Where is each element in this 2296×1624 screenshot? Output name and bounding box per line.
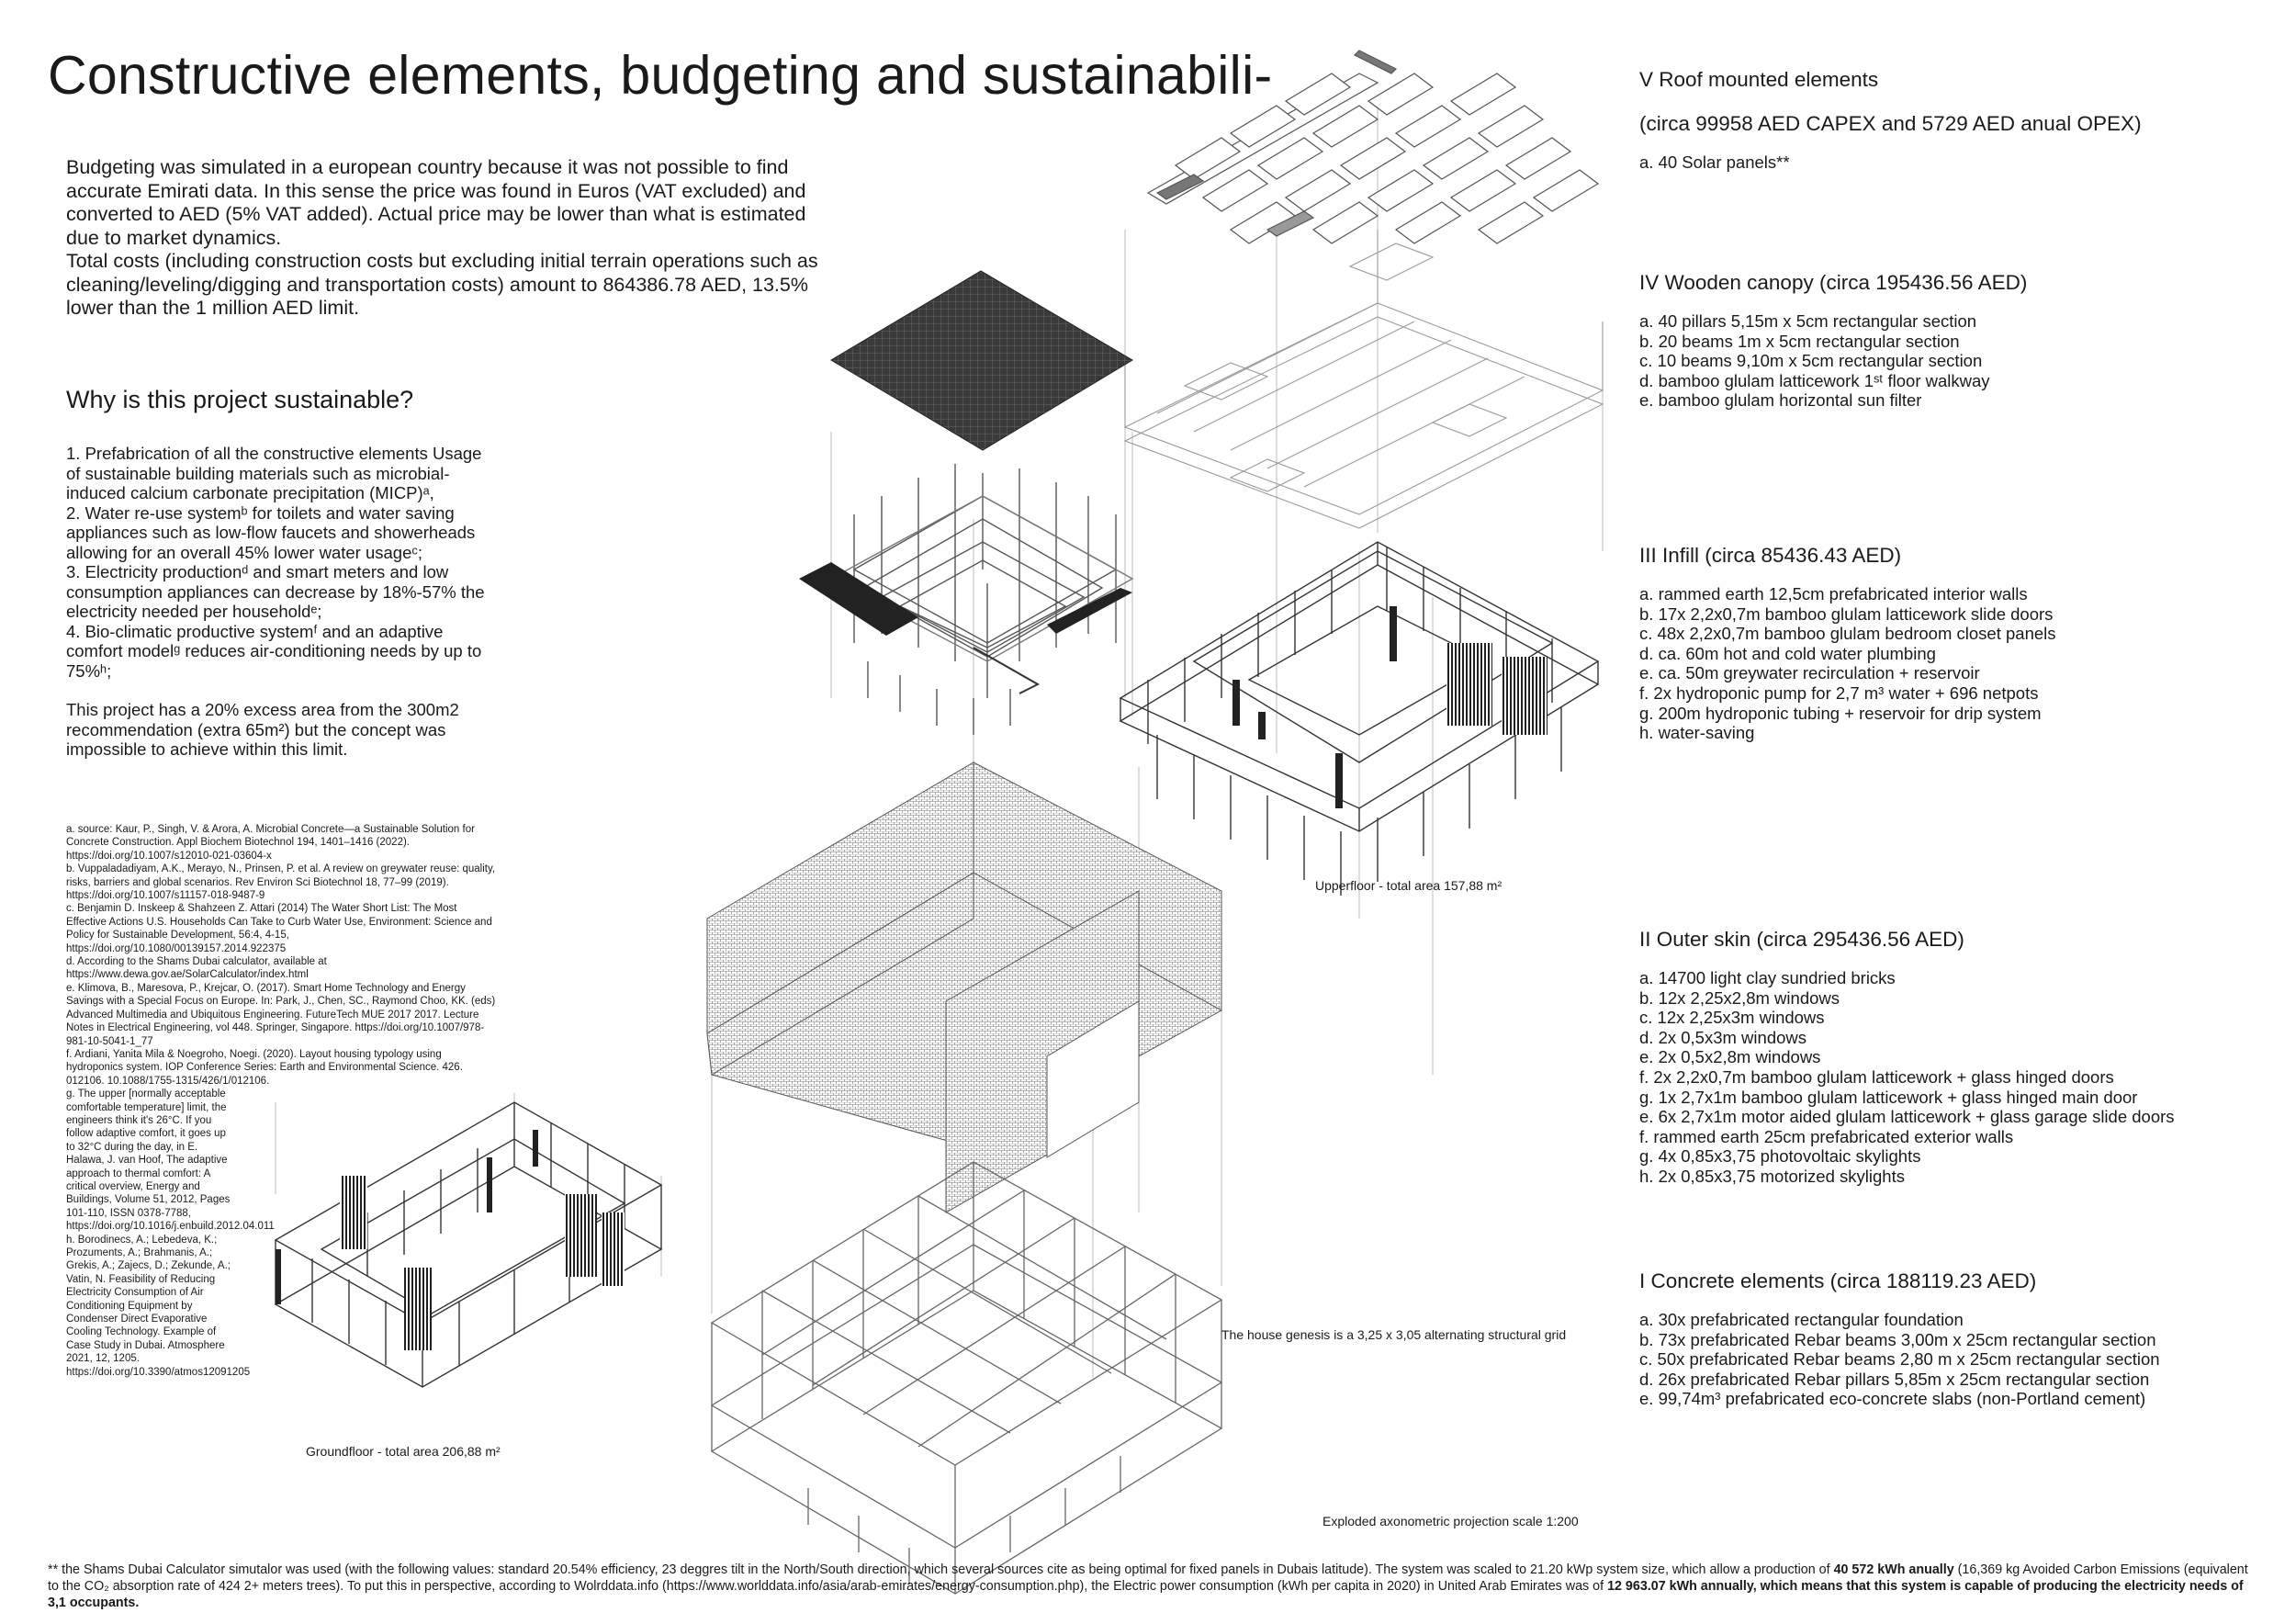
section-items — [1639, 584, 2264, 743]
section-heading: III Infill (circa 85436.43 AED) — [1639, 544, 1902, 567]
list-item: e. 6x 2,7x1m motor aided glulam latticework + glass garage slide doors — [1639, 1107, 2175, 1127]
sustainability-heading: Why is this project sustainable? — [66, 386, 414, 413]
footnote-bold-2: 12 963.07 kWh annually, which means that this system is capable of producing the electricity needs of 3,1 occupants. — [48, 1579, 2244, 1610]
upperfloor-caption: Upperfloor - total area 157,88 m² — [1315, 878, 1503, 893]
section-outer-skin — [1639, 928, 2264, 1187]
sustainability-item-4: 4. Bio-climatic productive systemᶠ and an adaptive comfort modelᵍ reduces air-conditioning needs by up to 75%ʰ; — [66, 621, 482, 681]
list-item: d. 26x prefabricated Rebar pillars 5,85m x 25cm rectangular section — [1639, 1369, 2150, 1389]
list-item: h. 2x 0,85x3,75 motorized skylights — [1639, 1166, 1905, 1186]
list-item: f. 2x 2,2x0,7m bamboo glulam latticework + glass hinged doors — [1639, 1066, 2114, 1087]
list-item: f. rammed earth 25cm prefabricated exterior walls — [1639, 1126, 2014, 1146]
area-note: This project has a 20% excess area from the 300m2 recommendation (extra 65m²) but the concept was impossible to achieve within this limit. — [66, 700, 459, 759]
sustainability-item-2: 2. Water re-use systemᵇ for toilets and water saving appliances such as low-flow faucets and showerheads allowing for an overall 45% lower water usageᶜ; — [66, 502, 476, 562]
section-heading: II Outer skin (circa 295436.56 AED) — [1639, 928, 1964, 951]
list-item: e. 99,74m³ prefabricated eco-concrete slabs (non-Portland cement) — [1639, 1389, 2146, 1409]
references-list — [66, 823, 498, 1379]
list-item: c. 50x prefabricated Rebar beams 2,80 m x 25cm rectangular section — [1639, 1349, 2160, 1370]
reference-item: g. The upper [normally acceptable comfortable temperature] limit, the engineers think it's 26°C. If you follow adaptive comfort, it goes up to 32°C during the day, in E. Halawa, J. van Hoof, The adaptive approach to thermal comfort: A critical overview, Energy and Buildings, Volume 51, 2012, Pages 101-110, ISSN 0378-7788, https://doi.org/10.1016/j.enbuild.2012.04.011 — [66, 1088, 275, 1233]
list-item: d. bamboo glulam latticework 1ˢᵗ floor walkway — [1639, 370, 1990, 390]
outer-skin-drawing — [707, 762, 1221, 1212]
intro-paragraph-2: Total costs (including construction costs but excluding initial terrain operations such as cleaning/leveling/digging and transportation costs) amount to 864386.78 AED, 13.5% lower than the 1 million AED limit. — [66, 250, 818, 319]
concrete-structure-drawing — [712, 1162, 1221, 1594]
reference-item: b. Vuppaladadiyam, A.K., Merayo, N., Prinsen, P. et al. A review on greywater reuse: quality, risks, barriers and global scenarios. Rev Environ Sci Biotechnol 18, 77–99 (2019). https://doi.org/10.1007/s11157-018-9487-9 — [66, 863, 496, 902]
list-item: d. 2x 0,5x3m windows — [1639, 1027, 1807, 1047]
list-item: a. 14700 light clay sundried bricks — [1639, 968, 1896, 987]
section-items — [1639, 1310, 2264, 1409]
section-items — [1639, 968, 2264, 1187]
grid-caption: The house genesis is a 3,25 x 3,05 alternating structural grid — [1221, 1327, 1567, 1342]
list-item: e. 2x 0,5x2,8m windows — [1639, 1047, 1821, 1067]
footnote-text-1: ** the Shams Dubai Calculator simutalor was used (with the following values: standard 20.54% efficiency, 23 deggres tilt in the North/South direction, which several sources cite as being optimal for fixed panels in Dubais latitude). The system was scaled to 21.20 kWp system size, which allow a production of — [48, 1562, 1834, 1577]
reference-item: c. Benjamin D. Inskeep & Shahzeen Z. Attari (2014) The Water Short List: The Most Effective Actions U.S. Households Can Take to Curb Water Use, Environment: Science and Policy for Sustainable Development, 56:4, 4-15, https://doi.org/10.1080/00139157.2014.922375 — [66, 903, 492, 954]
list-item: a. rammed earth 12,5cm prefabricated interior walls — [1639, 584, 2028, 603]
section-heading: V Roof mounted elements — [1639, 68, 1879, 91]
section-concrete — [1639, 1269, 2264, 1409]
list-item: h. water-saving — [1639, 723, 1755, 743]
list-item: g. 1x 2,7x1m bamboo glulam latticework + glass hinged main door — [1639, 1087, 2138, 1107]
sustainability-item-1: 1. Prefabrication of all the constructive elements Usage of sustainable building materials such as microbial-induced calcium carbonate precipitation (MICP)ᵃ, — [66, 444, 482, 502]
section-heading: I Concrete elements (circa 188119.23 AED) — [1639, 1269, 2037, 1292]
list-item: a. 40 pillars 5,15m x 5cm rectangular section — [1639, 311, 1977, 331]
page-title: Constructive elements, budgeting and sustainabili- — [48, 45, 1273, 106]
section-roof-elements — [1639, 68, 2264, 173]
reference-item: a. source: Kaur, P., Singh, V. & Arora, A. Microbial Concrete—a Sustainable Solution for Concrete Construction. Appl Biochem Biotechnol 194, 1401–1416 (2022). https://doi.org/10.1007/s12010-021-03604-x — [66, 824, 475, 862]
reference-item: d. According to the Shams Dubai calculator, available at https://www.dewa.gov.ae/SolarCalculator/index.html — [66, 956, 327, 981]
groundfloor-caption: Groundfloor - total area 206,88 m² — [306, 1444, 501, 1459]
footnote-bold-1: 40 572 kWh anually — [1833, 1562, 1954, 1577]
section-items — [1639, 311, 2264, 411]
list-item: c. 10 beams 9,10m x 5cm rectangular section — [1639, 351, 1983, 371]
reference-item: f. Ardiani, Yanita Mila & Noegroho, Noegi. (2020). Layout housing typology using hydroponics system. IOP Conference Series: Earth and Environmental Science. 426. 012106. 10.1088/1755-1315/426/1/012106. — [66, 1048, 463, 1087]
reference-item: e. Klimova, B., Maresova, P., Krejcar, O. (2017). Smart Home Technology and Energy Savings with a Special Focus on Europe. In: Park, J., Chen, SC., Raymond Choo, KK. (eds) Advanced Multimedia and Ubiquitous Engineering. FutureTech MUE 2017 2017. Lecture Notes in Electrical Engineering, vol 448. Springer, Singapore. https://doi.org/10.1007/978-981-10-5041-1_77 — [66, 982, 496, 1047]
list-item: b. 17x 2,2x0,7m bamboo glulam latticework slide doors — [1639, 603, 2054, 624]
list-item: c. 12x 2,25x3m windows — [1639, 1008, 1825, 1028]
list-item: b. 12x 2,25x2,8m windows — [1639, 987, 1840, 1008]
wooden-canopy-drawing — [1125, 230, 1603, 528]
intro-paragraph-1: Budgeting was simulated in a european country because it was not possible to find accurate Emirati data. In this sense the price was found in Euros (VAT excluded) and converted to AED (5% VAT added). Actual price may be lower than what is estimated due to market dynamics. — [66, 156, 806, 249]
list-item: b. 20 beams 1m x 5cm rectangular section — [1639, 331, 1960, 351]
section-infill — [1639, 544, 2264, 743]
reference-item: h. Borodinecs, A.; Lebedeva, K.; Prozuments, A.; Brahmanis, A.; Grekis, A.; Zajecs, D.; Zekunde, A.; Vatin, N. Feasibility of Reducing Electricity Consumption of Air Conditioning Equipment by Condenser Direct Evaporative Cooling Technology. Example of Case Study in Dubai. Atmosphere 2021, 12, 1205. https://doi.org/10.3390/atmos12091205 — [66, 1234, 251, 1378]
list-item: a. 30x prefabricated rectangular foundation — [1639, 1310, 1964, 1329]
sustainability-item-3: 3. Electricity productionᵈ and smart meters and low consumption appliances can decrease by 18%-57% the electricity needed per householdᵉ; — [66, 562, 485, 621]
list-item: c. 48x 2,2x0,7m bamboo glulam bedroom closet panels — [1639, 624, 2056, 644]
list-item: b. 73x prefabricated Rebar beams 3,00m x 25cm rectangular section — [1639, 1329, 2156, 1349]
list-item: e. bamboo glulam horizontal sun filter — [1639, 390, 1922, 411]
list-item: g. 200m hydroponic tubing + reservoir for drip system — [1639, 703, 2042, 723]
dark-roof-slab-drawing — [831, 271, 1132, 450]
list-item: g. 4x 0,85x3,75 photovoltaic skylights — [1639, 1146, 1921, 1167]
section-subheading: (circa 99958 AED CAPEX and 5729 AED anual OPEX) — [1639, 112, 2142, 135]
section-items — [1639, 152, 2264, 173]
section-heading: IV Wooden canopy (circa 195436.56 AED) — [1639, 271, 2028, 294]
footnote — [48, 1562, 2252, 1611]
footnote-text-2: (16,369 kg Avoided Carbon Emissions (equivalent to the CO₂ absorption rate of 424 2+ meters trees). To put this in perspective, according to Wolrddata.info (https://www.worlddata.info/asia/arab-emirates/energy-consumption.php), the Electric power consumption (kWh per capita in 2020) in United Arab Emirates was of — [48, 1562, 2248, 1594]
sustainability-list — [66, 444, 498, 760]
budget-intro — [66, 156, 819, 321]
scale-caption: Exploded axonometric projection scale 1:200 — [1322, 1514, 1579, 1528]
list-item: d. ca. 60m hot and cold water plumbing — [1639, 643, 1936, 663]
list-item: a. 40 Solar panels** — [1639, 152, 1790, 172]
section-wooden-canopy — [1639, 271, 2264, 411]
list-item: f. 2x hydroponic pump for 2,7 m³ water + 696 netpots — [1639, 682, 2039, 703]
list-item: e. ca. 50m greywater recirculation + reservoir — [1639, 663, 1980, 683]
